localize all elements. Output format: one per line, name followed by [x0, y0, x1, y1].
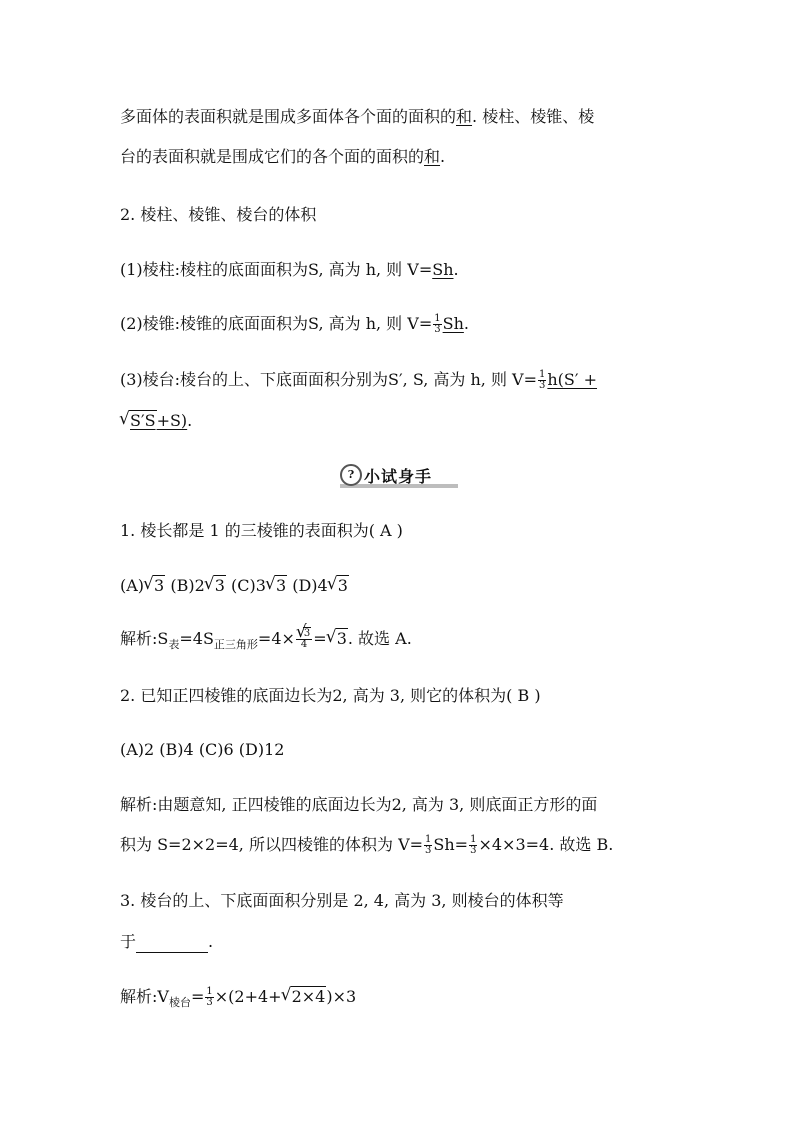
underlined-answer: 和 — [456, 107, 473, 126]
fraction — [538, 370, 546, 391]
section-header — [340, 464, 458, 490]
radicand: 3 — [214, 576, 225, 595]
q2-stem: 2. 已知正四棱锥的底面边长为2, 高为 3, 则它的体积为( B ) — [120, 686, 541, 705]
q2-solution-2 — [120, 834, 613, 856]
text: 积为 S=2×2=4, 所以四棱锥的体积为 V= — [120, 835, 424, 854]
fraction — [296, 629, 312, 650]
underlined-answer: Sh — [442, 314, 464, 333]
radicand: 2×4 — [291, 987, 326, 1006]
fraction — [424, 835, 432, 856]
radicand: 3 — [337, 576, 348, 595]
text: . — [453, 260, 459, 279]
text: 多面体的表面积就是围成多面体各个面的面积的 — [120, 107, 457, 126]
question-shield-icon: ? — [340, 464, 362, 486]
denominator: 3 — [434, 324, 441, 335]
fraction — [205, 987, 213, 1008]
theory-line-1 — [120, 106, 594, 128]
text: Sh= — [433, 835, 469, 854]
underlined-answer: +S) — [156, 411, 188, 430]
sqrt — [205, 575, 226, 597]
text: ×4×3=4. 故选 B. — [478, 835, 614, 854]
q3-stem-1: 3. 棱台的上、下底面面积分别是 2, 4, 高为 3, 则棱台的体积等 — [120, 891, 564, 910]
subscript: 正三角形 — [213, 638, 258, 651]
denominator: 3 — [470, 845, 477, 856]
subscript: 棱台 — [168, 996, 191, 1009]
numerator: 1 — [434, 313, 441, 324]
text: =4S — [179, 629, 214, 648]
text: . — [187, 411, 193, 430]
sqrt — [120, 410, 157, 432]
radicand: 3 — [303, 628, 311, 639]
text: . — [208, 932, 214, 951]
numerator: 1 — [425, 834, 432, 845]
radicand: 3 — [154, 576, 165, 595]
text: )×3 — [326, 987, 357, 1006]
text: . — [440, 147, 446, 166]
text: = — [190, 987, 205, 1006]
underlined-answer: h(S′ + — [547, 370, 598, 389]
fraction — [433, 314, 441, 335]
text: . 故选 A. — [347, 629, 412, 648]
subscript: 表 — [168, 638, 180, 651]
sqrt — [282, 986, 327, 1008]
prism-volume — [120, 259, 459, 281]
text: . — [463, 314, 469, 333]
pyramid-volume — [120, 313, 469, 335]
option-a: (A) — [120, 576, 145, 595]
numerator: 1 — [539, 369, 546, 380]
radicand: 3 — [336, 629, 347, 648]
denominator: 3 — [539, 380, 546, 391]
q1-stem: 1. 棱长都是 1 的三棱锥的表面积为( A ) — [120, 521, 403, 540]
radicand: 3 — [275, 576, 287, 595]
text: (1)棱柱:棱柱的底面面积为S, 高为 h, 则 V= — [120, 260, 433, 279]
text: =4× — [257, 629, 295, 648]
text: . 棱柱、棱锥、棱 — [472, 107, 595, 126]
text: (3)棱台:棱台的上、下底面面积分别为S′, S, 高为 h, 则 V= — [120, 370, 537, 389]
answer-blank — [136, 936, 208, 953]
option-d: (D)4 — [287, 576, 328, 595]
radicand: S′S — [130, 411, 156, 430]
frustum-volume — [120, 369, 597, 391]
fraction — [469, 835, 477, 856]
numerator: 1 — [470, 834, 477, 845]
sqrt — [327, 628, 348, 650]
numerator — [296, 629, 312, 640]
denominator: 4 — [300, 639, 308, 650]
underlined-answer: Sh — [432, 260, 454, 279]
q3-solution — [120, 986, 356, 1014]
text: (2)棱锥:棱锥的底面面积为S, 高为 h, 则 V= — [120, 314, 433, 333]
text: 解析:V — [120, 987, 169, 1006]
frustum-volume-cont — [120, 410, 192, 432]
text: ×(2+4+ — [214, 987, 282, 1006]
q2-options: (A)2 (B)4 (C)6 (D)12 — [120, 740, 285, 759]
sqrt — [328, 575, 349, 597]
option-b: (B)2 — [165, 576, 205, 595]
theory-line-2 — [120, 146, 445, 168]
sqrt — [266, 575, 287, 597]
text: = — [313, 629, 327, 648]
text: 台的表面积就是围成它们的各个面的面积的 — [120, 147, 425, 166]
option-c: (C)3 — [225, 576, 266, 595]
q3-stem-2 — [120, 931, 213, 953]
numerator: 1 — [206, 986, 213, 997]
section-title: 小试身手 — [364, 467, 433, 486]
denominator: 3 — [425, 845, 432, 856]
q1-options — [120, 575, 349, 597]
sqrt — [297, 629, 311, 639]
text: 于 — [120, 932, 137, 951]
underlined-answer: 和 — [424, 147, 441, 166]
sqrt — [144, 575, 165, 597]
text: 解析:S — [120, 629, 169, 648]
volume-heading: 2. 棱柱、棱锥、棱台的体积 — [120, 205, 317, 224]
denominator: 3 — [206, 997, 213, 1008]
q2-solution-1: 解析:由题意知, 正四棱锥的底面边长为2, 高为 3, 则底面正方形的面 — [120, 795, 598, 814]
q1-solution — [120, 628, 412, 656]
